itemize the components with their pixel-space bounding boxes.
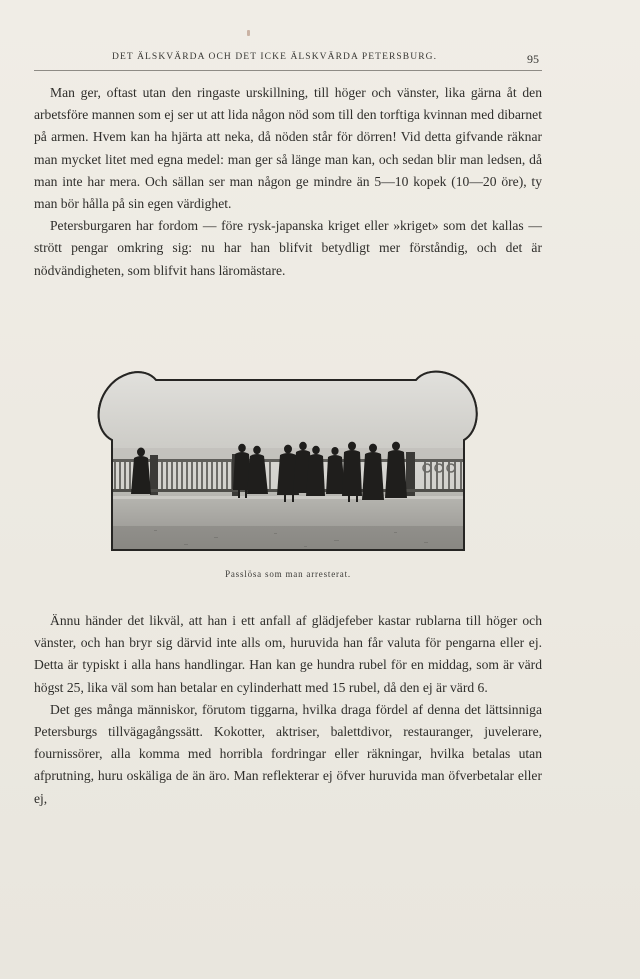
- page-number: 95: [527, 52, 539, 66]
- text-block-bottom: [34, 610, 542, 810]
- running-head: DET ÄLSKVÄRDA OCH DET ICKE ÄLSKVÄRDA PETERSBURG.: [112, 52, 438, 62]
- header-rule: [34, 70, 542, 71]
- paragraph: Ännu händer det likväl, att han i ett anfall af glädjefeber kastar rublarna till höger och vänster, och han bryr sig därvid inte alls om, huruvida han får valuta för pengarna eller ej. Detta är typiskt i alla hans handlingar. Han kan ge hundra rubel för en middag, som är värd högst 25, lika väl som han betalar en cylinderhatt med 15 rubel, då den ej är värd 6.: [34, 613, 542, 695]
- photo-illustration: [94, 362, 484, 554]
- photo-figure: [94, 362, 484, 554]
- paper-mark: [247, 30, 250, 36]
- text-block-top: [34, 82, 542, 282]
- paragraph: Petersburgaren har fordom — före rysk-japanska kriget eller »kriget» som det kallas — strött pengar omkring sig: nu har han blifvit betydligt mer förståndig, och det är nödvändigheten, som blifvit hans läromästare.: [34, 218, 542, 278]
- paragraph: Man ger, oftast utan den ringaste urskillning, till höger och vänster, lika gärna åt den arbetsföre mannen som ej ser ut att lida någon nöd som till den torftiga kvinnan med dibarnet på armen. Hvem kan ha hjärta att neka, då nöden står för dörren! Vid detta gifvande räknar man mycket litet med egna medel: man ger så länge man kan, och sedan blir man ledsen, då man inte har mera. Och sällan ser man någon ge mindre än 5—10 kopek (10—20 öre), ty man bör hålla på sin egen värdighet.: [34, 85, 542, 212]
- paragraph: Det ges många människor, förutom tiggarna, hvilka draga fördel af denna det lättsinniga Petersburgs tillvägagångssätt. Kokotter, aktriser, balettdivor, restauranger, juvelerare, fournissörer, alla komma med horribla fordringar eller räkningar, hvilka betalas utan afprutning, huru oskäliga de än äro. Man reflekterar ej öfver huruvida man öfverbetalar eller ej,: [34, 701, 542, 806]
- figure-caption: Passlösa som man arresterat.: [225, 569, 351, 579]
